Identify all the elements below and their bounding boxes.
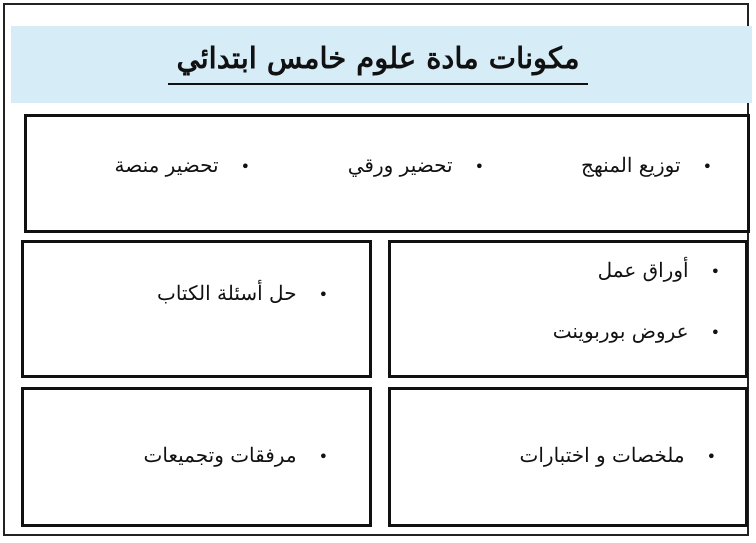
list-item-text: عروض بوربوينت <box>552 319 689 343</box>
bullet-icon: • <box>318 447 328 466</box>
page-title-text: مكونات مادة علوم خامس ابتدائي <box>168 41 587 85</box>
bullet-icon: • <box>240 157 250 176</box>
bullet-icon: • <box>710 262 720 281</box>
bullet-icon: • <box>474 157 484 176</box>
page-title <box>0 38 756 78</box>
bullet-icon: • <box>702 157 712 176</box>
list-item-text: ملخصات و اختبارات <box>519 443 685 467</box>
list-item-text: أوراق عمل <box>597 258 689 282</box>
content-box-middle-left <box>21 240 372 378</box>
bullet-icon: • <box>710 323 720 342</box>
list-item-attachments <box>144 442 328 470</box>
list-item-summaries-tests <box>520 442 716 470</box>
bullet-icon: • <box>318 285 328 304</box>
bullet-icon: • <box>706 447 716 466</box>
list-item-text: توزيع المنهج <box>581 153 681 177</box>
list-item-curriculum <box>581 152 712 180</box>
list-item-powerpoint <box>553 318 720 346</box>
list-item-paper-prep <box>348 152 484 180</box>
list-item-text: حل أسئلة الكتاب <box>156 281 297 305</box>
list-item-platform-prep <box>115 152 251 180</box>
list-item-text: مرفقات وتجميعات <box>143 443 297 467</box>
list-item-text: تحضير منصة <box>114 153 219 177</box>
list-item-text: تحضير ورقي <box>347 153 453 177</box>
list-item-worksheets <box>598 257 720 285</box>
list-item-book-answers <box>157 280 328 308</box>
